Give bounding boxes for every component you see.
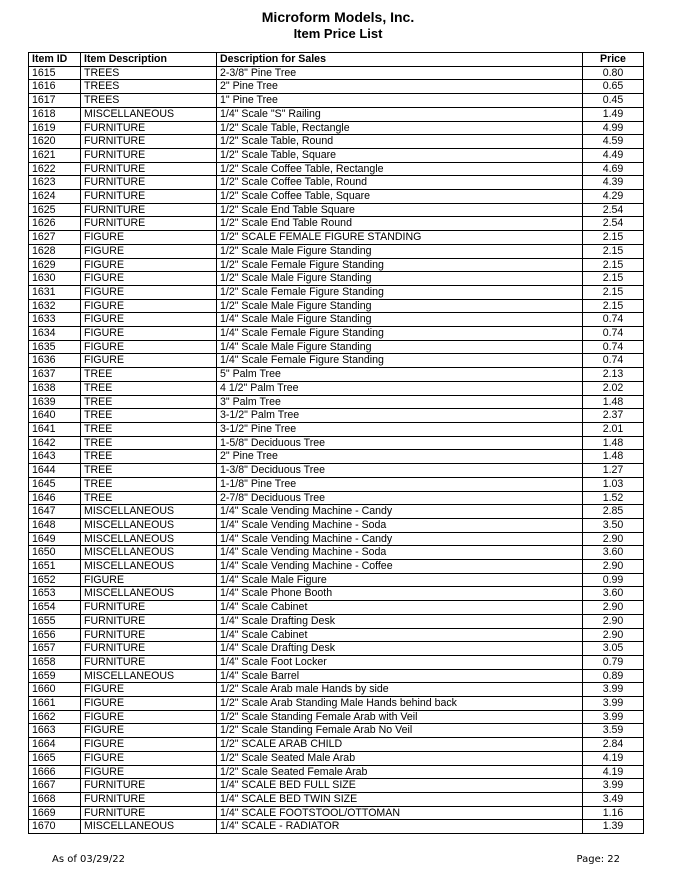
- table-row: [29, 121, 644, 135]
- price-cell: 1.27: [583, 464, 644, 478]
- sales-description-cell: 1/2" Scale Male Figure Standing: [217, 272, 583, 286]
- sales-description-cell: 1/2" Scale Table, Rectangle: [217, 121, 583, 135]
- sales-description-cell: 1/4" Scale Male Figure: [217, 573, 583, 587]
- item-id-cell: 1650: [29, 546, 81, 560]
- item-id-cell: 1660: [29, 683, 81, 697]
- table-row: [29, 395, 644, 409]
- table-row: [29, 368, 644, 382]
- table-row: [29, 217, 644, 231]
- price-cell: 0.74: [583, 354, 644, 368]
- item-id-cell: 1668: [29, 792, 81, 806]
- table-row: [29, 176, 644, 190]
- sales-description-cell: 2-7/8" Deciduous Tree: [217, 491, 583, 505]
- item-id-cell: 1663: [29, 724, 81, 738]
- column-header-sales-description: Description for Sales: [217, 53, 583, 67]
- price-cell: 2.37: [583, 409, 644, 423]
- price-cell: 2.90: [583, 601, 644, 615]
- item-description-cell: TREE: [81, 395, 217, 409]
- item-description-cell: FIGURE: [81, 710, 217, 724]
- table-row: [29, 450, 644, 464]
- table-body: [29, 66, 644, 833]
- item-description-cell: FURNITURE: [81, 176, 217, 190]
- sales-description-cell: 1/4" Scale Male Figure Standing: [217, 313, 583, 327]
- table-row: [29, 560, 644, 574]
- price-cell: 2.90: [583, 532, 644, 546]
- sales-description-cell: 1/2" Scale Male Figure Standing: [217, 299, 583, 313]
- item-id-cell: 1637: [29, 368, 81, 382]
- item-description-cell: FIGURE: [81, 683, 217, 697]
- item-description-cell: MISCELLANEOUS: [81, 532, 217, 546]
- table-row: [29, 628, 644, 642]
- price-cell: 4.49: [583, 148, 644, 162]
- item-description-cell: FIGURE: [81, 738, 217, 752]
- sales-description-cell: 1/4" Scale Male Figure Standing: [217, 340, 583, 354]
- price-cell: 2.90: [583, 560, 644, 574]
- price-cell: 1.48: [583, 395, 644, 409]
- item-description-cell: FURNITURE: [81, 148, 217, 162]
- sales-description-cell: 2" Pine Tree: [217, 80, 583, 94]
- item-id-cell: 1664: [29, 738, 81, 752]
- as-of-date: As of 03/29/22: [52, 854, 125, 865]
- sales-description-cell: 2-3/8" Pine Tree: [217, 66, 583, 80]
- item-id-cell: 1661: [29, 697, 81, 711]
- item-id-cell: 1655: [29, 614, 81, 628]
- price-cell: 1.49: [583, 107, 644, 121]
- table-row: [29, 285, 644, 299]
- item-description-cell: TREE: [81, 450, 217, 464]
- table-row: [29, 327, 644, 341]
- item-id-cell: 1645: [29, 477, 81, 491]
- price-cell: 3.50: [583, 518, 644, 532]
- sales-description-cell: 1/4" Scale Vending Machine - Candy: [217, 532, 583, 546]
- table-row: [29, 80, 644, 94]
- item-id-cell: 1633: [29, 313, 81, 327]
- item-description-cell: TREE: [81, 436, 217, 450]
- sales-description-cell: 1/2" Scale End Table Round: [217, 217, 583, 231]
- item-description-cell: FURNITURE: [81, 642, 217, 656]
- price-cell: 0.74: [583, 327, 644, 341]
- table-row: [29, 573, 644, 587]
- item-id-cell: 1659: [29, 669, 81, 683]
- item-id-cell: 1670: [29, 820, 81, 834]
- item-id-cell: 1656: [29, 628, 81, 642]
- price-cell: 2.15: [583, 285, 644, 299]
- item-description-cell: TREES: [81, 94, 217, 108]
- sales-description-cell: 1/4" Scale Vending Machine - Candy: [217, 505, 583, 519]
- sales-description-cell: 1/2" Scale Table, Square: [217, 148, 583, 162]
- item-description-cell: FIGURE: [81, 313, 217, 327]
- sales-description-cell: 3-1/2" Palm Tree: [217, 409, 583, 423]
- table-row: [29, 477, 644, 491]
- item-id-cell: 1631: [29, 285, 81, 299]
- sales-description-cell: 1/4" SCALE FOOTSTOOL/OTTOMAN: [217, 806, 583, 820]
- item-description-cell: FURNITURE: [81, 655, 217, 669]
- item-description-cell: FURNITURE: [81, 806, 217, 820]
- item-id-cell: 1628: [29, 244, 81, 258]
- sales-description-cell: 1-3/8" Deciduous Tree: [217, 464, 583, 478]
- table-row: [29, 107, 644, 121]
- sales-description-cell: 1/4" Scale Phone Booth: [217, 587, 583, 601]
- sales-description-cell: 1/4" Scale Vending Machine - Soda: [217, 546, 583, 560]
- item-description-cell: FIGURE: [81, 272, 217, 286]
- sales-description-cell: 5" Palm Tree: [217, 368, 583, 382]
- table-row: [29, 518, 644, 532]
- table-row: [29, 313, 644, 327]
- item-id-cell: 1622: [29, 162, 81, 176]
- item-description-cell: FIGURE: [81, 765, 217, 779]
- price-cell: 4.29: [583, 190, 644, 204]
- table-row: [29, 724, 644, 738]
- sales-description-cell: 1/4" Scale Cabinet: [217, 601, 583, 615]
- price-cell: 4.69: [583, 162, 644, 176]
- item-description-cell: FIGURE: [81, 285, 217, 299]
- sales-description-cell: 1/2" Scale Table, Round: [217, 135, 583, 149]
- price-cell: 0.45: [583, 94, 644, 108]
- sales-description-cell: 1/2" Scale Seated Male Arab: [217, 751, 583, 765]
- sales-description-cell: 2" Pine Tree: [217, 450, 583, 464]
- item-id-cell: 1665: [29, 751, 81, 765]
- item-description-cell: MISCELLANEOUS: [81, 560, 217, 574]
- sales-description-cell: 1/2" Scale Standing Female Arab No Veil: [217, 724, 583, 738]
- item-description-cell: FURNITURE: [81, 190, 217, 204]
- item-id-cell: 1627: [29, 231, 81, 245]
- price-cell: 1.39: [583, 820, 644, 834]
- sales-description-cell: 1/2" Scale Coffee Table, Square: [217, 190, 583, 204]
- table-row: [29, 162, 644, 176]
- sales-description-cell: 1/2" Scale Coffee Table, Round: [217, 176, 583, 190]
- sales-description-cell: 1" Pine Tree: [217, 94, 583, 108]
- price-cell: 2.02: [583, 381, 644, 395]
- sales-description-cell: 1/2" Scale Male Figure Standing: [217, 244, 583, 258]
- table-row: [29, 148, 644, 162]
- table-row: [29, 697, 644, 711]
- price-cell: 4.19: [583, 765, 644, 779]
- table-row: [29, 491, 644, 505]
- sales-description-cell: 1/2" Scale Standing Female Arab with Veil: [217, 710, 583, 724]
- price-cell: 2.90: [583, 628, 644, 642]
- page-number: Page: 22: [576, 854, 620, 865]
- table-row: [29, 505, 644, 519]
- item-description-cell: FURNITURE: [81, 601, 217, 615]
- item-description-cell: TREE: [81, 422, 217, 436]
- sales-description-cell: 1/2" Scale Arab Standing Male Hands behind back: [217, 697, 583, 711]
- price-cell: 2.15: [583, 299, 644, 313]
- table-row: [29, 436, 644, 450]
- price-cell: 1.52: [583, 491, 644, 505]
- sales-description-cell: 1/4" Scale Vending Machine - Soda: [217, 518, 583, 532]
- item-description-cell: FURNITURE: [81, 135, 217, 149]
- table-row: [29, 258, 644, 272]
- item-description-cell: MISCELLANEOUS: [81, 669, 217, 683]
- item-description-cell: TREE: [81, 409, 217, 423]
- price-cell: 2.01: [583, 422, 644, 436]
- table-row: [29, 244, 644, 258]
- sales-description-cell: 1/4" Scale "S" Railing: [217, 107, 583, 121]
- sales-description-cell: 1/4" Scale Barrel: [217, 669, 583, 683]
- price-cell: 4.19: [583, 751, 644, 765]
- table-row: [29, 409, 644, 423]
- item-description-cell: FIGURE: [81, 299, 217, 313]
- price-cell: 1.48: [583, 450, 644, 464]
- item-id-cell: 1646: [29, 491, 81, 505]
- price-cell: 0.74: [583, 340, 644, 354]
- item-description-cell: MISCELLANEOUS: [81, 587, 217, 601]
- price-cell: 0.80: [583, 66, 644, 80]
- item-description-cell: TREES: [81, 66, 217, 80]
- item-description-cell: MISCELLANEOUS: [81, 505, 217, 519]
- table-row: [29, 66, 644, 80]
- price-cell: 2.15: [583, 244, 644, 258]
- item-id-cell: 1642: [29, 436, 81, 450]
- price-cell: 2.90: [583, 614, 644, 628]
- item-id-cell: 1615: [29, 66, 81, 80]
- item-description-cell: TREE: [81, 368, 217, 382]
- price-cell: 4.39: [583, 176, 644, 190]
- price-cell: 0.89: [583, 669, 644, 683]
- item-id-cell: 1626: [29, 217, 81, 231]
- sales-description-cell: 4 1/2" Palm Tree: [217, 381, 583, 395]
- table-row: [29, 532, 644, 546]
- item-id-cell: 1632: [29, 299, 81, 313]
- item-id-cell: 1667: [29, 779, 81, 793]
- sales-description-cell: 1/2" Scale Female Figure Standing: [217, 258, 583, 272]
- sales-description-cell: 3" Palm Tree: [217, 395, 583, 409]
- table-row: [29, 354, 644, 368]
- item-id-cell: 1636: [29, 354, 81, 368]
- sales-description-cell: 1/4" SCALE BED TWIN SIZE: [217, 792, 583, 806]
- item-id-cell: 1630: [29, 272, 81, 286]
- item-id-cell: 1634: [29, 327, 81, 341]
- item-id-cell: 1629: [29, 258, 81, 272]
- item-description-cell: FURNITURE: [81, 614, 217, 628]
- price-cell: 1.03: [583, 477, 644, 491]
- price-cell: 3.05: [583, 642, 644, 656]
- sales-description-cell: 1-5/8" Deciduous Tree: [217, 436, 583, 450]
- sales-description-cell: 1/2" SCALE ARAB CHILD: [217, 738, 583, 752]
- column-header-item-description: Item Description: [81, 53, 217, 67]
- sales-description-cell: 1/4" SCALE BED FULL SIZE: [217, 779, 583, 793]
- item-id-cell: 1649: [29, 532, 81, 546]
- table-row: [29, 422, 644, 436]
- price-cell: 2.84: [583, 738, 644, 752]
- table-row: [29, 190, 644, 204]
- price-cell: 4.99: [583, 121, 644, 135]
- price-cell: 3.99: [583, 710, 644, 724]
- sales-description-cell: 1/4" Scale Drafting Desk: [217, 642, 583, 656]
- item-id-cell: 1658: [29, 655, 81, 669]
- sales-description-cell: 1/2" Scale Arab male Hands by side: [217, 683, 583, 697]
- sales-description-cell: 1/2" Scale Female Figure Standing: [217, 285, 583, 299]
- item-id-cell: 1666: [29, 765, 81, 779]
- table-row: [29, 751, 644, 765]
- price-cell: 3.99: [583, 779, 644, 793]
- sales-description-cell: 1/2" SCALE FEMALE FIGURE STANDING: [217, 231, 583, 245]
- price-cell: 2.15: [583, 272, 644, 286]
- sales-description-cell: 1/2" Scale End Table Square: [217, 203, 583, 217]
- item-description-cell: FURNITURE: [81, 779, 217, 793]
- document-title: Item Price List: [293, 26, 383, 41]
- price-cell: 0.65: [583, 80, 644, 94]
- sales-description-cell: 1/4" Scale Cabinet: [217, 628, 583, 642]
- item-id-cell: 1616: [29, 80, 81, 94]
- sales-description-cell: 1/2" Scale Coffee Table, Rectangle: [217, 162, 583, 176]
- price-cell: 2.15: [583, 231, 644, 245]
- table-row: [29, 806, 644, 820]
- item-description-cell: FURNITURE: [81, 217, 217, 231]
- item-description-cell: FIGURE: [81, 354, 217, 368]
- price-cell: 0.99: [583, 573, 644, 587]
- item-description-cell: FIGURE: [81, 258, 217, 272]
- sales-description-cell: 1/2" Scale Seated Female Arab: [217, 765, 583, 779]
- item-description-cell: FIGURE: [81, 751, 217, 765]
- price-cell: 3.49: [583, 792, 644, 806]
- table-row: [29, 669, 644, 683]
- item-description-cell: FURNITURE: [81, 628, 217, 642]
- item-description-cell: FIGURE: [81, 327, 217, 341]
- table-row: [29, 546, 644, 560]
- price-cell: 3.60: [583, 587, 644, 601]
- price-cell: 0.79: [583, 655, 644, 669]
- table-row: [29, 464, 644, 478]
- item-id-cell: 1624: [29, 190, 81, 204]
- table-row: [29, 94, 644, 108]
- table-row: [29, 231, 644, 245]
- table-row: [29, 135, 644, 149]
- price-cell: 2.85: [583, 505, 644, 519]
- table-row: [29, 820, 644, 834]
- item-description-cell: TREES: [81, 80, 217, 94]
- item-description-cell: TREE: [81, 477, 217, 491]
- price-cell: 2.15: [583, 258, 644, 272]
- item-id-cell: 1621: [29, 148, 81, 162]
- item-id-cell: 1651: [29, 560, 81, 574]
- price-cell: 0.74: [583, 313, 644, 327]
- sales-description-cell: 1/4" Scale Female Figure Standing: [217, 354, 583, 368]
- price-cell: 3.60: [583, 546, 644, 560]
- table-row: [29, 272, 644, 286]
- item-id-cell: 1662: [29, 710, 81, 724]
- item-description-cell: FURNITURE: [81, 121, 217, 135]
- table-row: [29, 203, 644, 217]
- sales-description-cell: 1/4" Scale Drafting Desk: [217, 614, 583, 628]
- item-id-cell: 1669: [29, 806, 81, 820]
- sales-description-cell: 1/4" Scale Foot Locker: [217, 655, 583, 669]
- table-row: [29, 601, 644, 615]
- table-row: [29, 587, 644, 601]
- item-description-cell: MISCELLANEOUS: [81, 107, 217, 121]
- item-id-cell: 1654: [29, 601, 81, 615]
- table-row: [29, 614, 644, 628]
- item-id-cell: 1640: [29, 409, 81, 423]
- item-id-cell: 1618: [29, 107, 81, 121]
- item-id-cell: 1617: [29, 94, 81, 108]
- item-id-cell: 1635: [29, 340, 81, 354]
- item-id-cell: 1644: [29, 464, 81, 478]
- item-id-cell: 1619: [29, 121, 81, 135]
- table-row: [29, 738, 644, 752]
- table-row: [29, 792, 644, 806]
- sales-description-cell: 1/4" SCALE - RADIATOR: [217, 820, 583, 834]
- item-description-cell: TREE: [81, 491, 217, 505]
- sales-description-cell: 1/4" Scale Vending Machine - Coffee: [217, 560, 583, 574]
- table-row: [29, 779, 644, 793]
- item-description-cell: FIGURE: [81, 231, 217, 245]
- price-cell: 3.99: [583, 697, 644, 711]
- item-id-cell: 1638: [29, 381, 81, 395]
- item-description-cell: FIGURE: [81, 340, 217, 354]
- price-cell: 2.54: [583, 203, 644, 217]
- table-row: [29, 340, 644, 354]
- price-cell: 2.13: [583, 368, 644, 382]
- sales-description-cell: 3-1/2" Pine Tree: [217, 422, 583, 436]
- item-id-cell: 1643: [29, 450, 81, 464]
- item-description-cell: FIGURE: [81, 697, 217, 711]
- table-row: [29, 765, 644, 779]
- item-description-cell: FIGURE: [81, 244, 217, 258]
- item-description-cell: MISCELLANEOUS: [81, 546, 217, 560]
- item-id-cell: 1641: [29, 422, 81, 436]
- item-description-cell: FURNITURE: [81, 203, 217, 217]
- item-description-cell: FIGURE: [81, 573, 217, 587]
- table-row: [29, 299, 644, 313]
- item-id-cell: 1652: [29, 573, 81, 587]
- price-cell: 2.54: [583, 217, 644, 231]
- table-row: [29, 642, 644, 656]
- item-id-cell: 1623: [29, 176, 81, 190]
- company-name: Microform Models, Inc.: [261, 9, 415, 25]
- item-id-cell: 1620: [29, 135, 81, 149]
- price-list-table: [28, 52, 644, 834]
- item-id-cell: 1648: [29, 518, 81, 532]
- item-description-cell: MISCELLANEOUS: [81, 518, 217, 532]
- item-id-cell: 1625: [29, 203, 81, 217]
- price-cell: 1.16: [583, 806, 644, 820]
- item-description-cell: FIGURE: [81, 724, 217, 738]
- item-description-cell: FURNITURE: [81, 792, 217, 806]
- sales-description-cell: 1/4" Scale Female Figure Standing: [217, 327, 583, 341]
- column-header-price: Price: [583, 53, 644, 67]
- item-description-cell: MISCELLANEOUS: [81, 820, 217, 834]
- item-id-cell: 1647: [29, 505, 81, 519]
- price-cell: 1.48: [583, 436, 644, 450]
- item-id-cell: 1653: [29, 587, 81, 601]
- table-row: [29, 710, 644, 724]
- item-description-cell: TREE: [81, 381, 217, 395]
- table-row: [29, 655, 644, 669]
- item-description-cell: FURNITURE: [81, 162, 217, 176]
- table-row: [29, 683, 644, 697]
- table-row: [29, 381, 644, 395]
- column-header-item-id: Item ID: [29, 53, 81, 67]
- item-id-cell: 1639: [29, 395, 81, 409]
- price-cell: 3.59: [583, 724, 644, 738]
- item-id-cell: 1657: [29, 642, 81, 656]
- price-cell: 4.59: [583, 135, 644, 149]
- sales-description-cell: 1-1/8" Pine Tree: [217, 477, 583, 491]
- item-description-cell: TREE: [81, 464, 217, 478]
- price-cell: 3.99: [583, 683, 644, 697]
- table-header-row: [29, 53, 644, 67]
